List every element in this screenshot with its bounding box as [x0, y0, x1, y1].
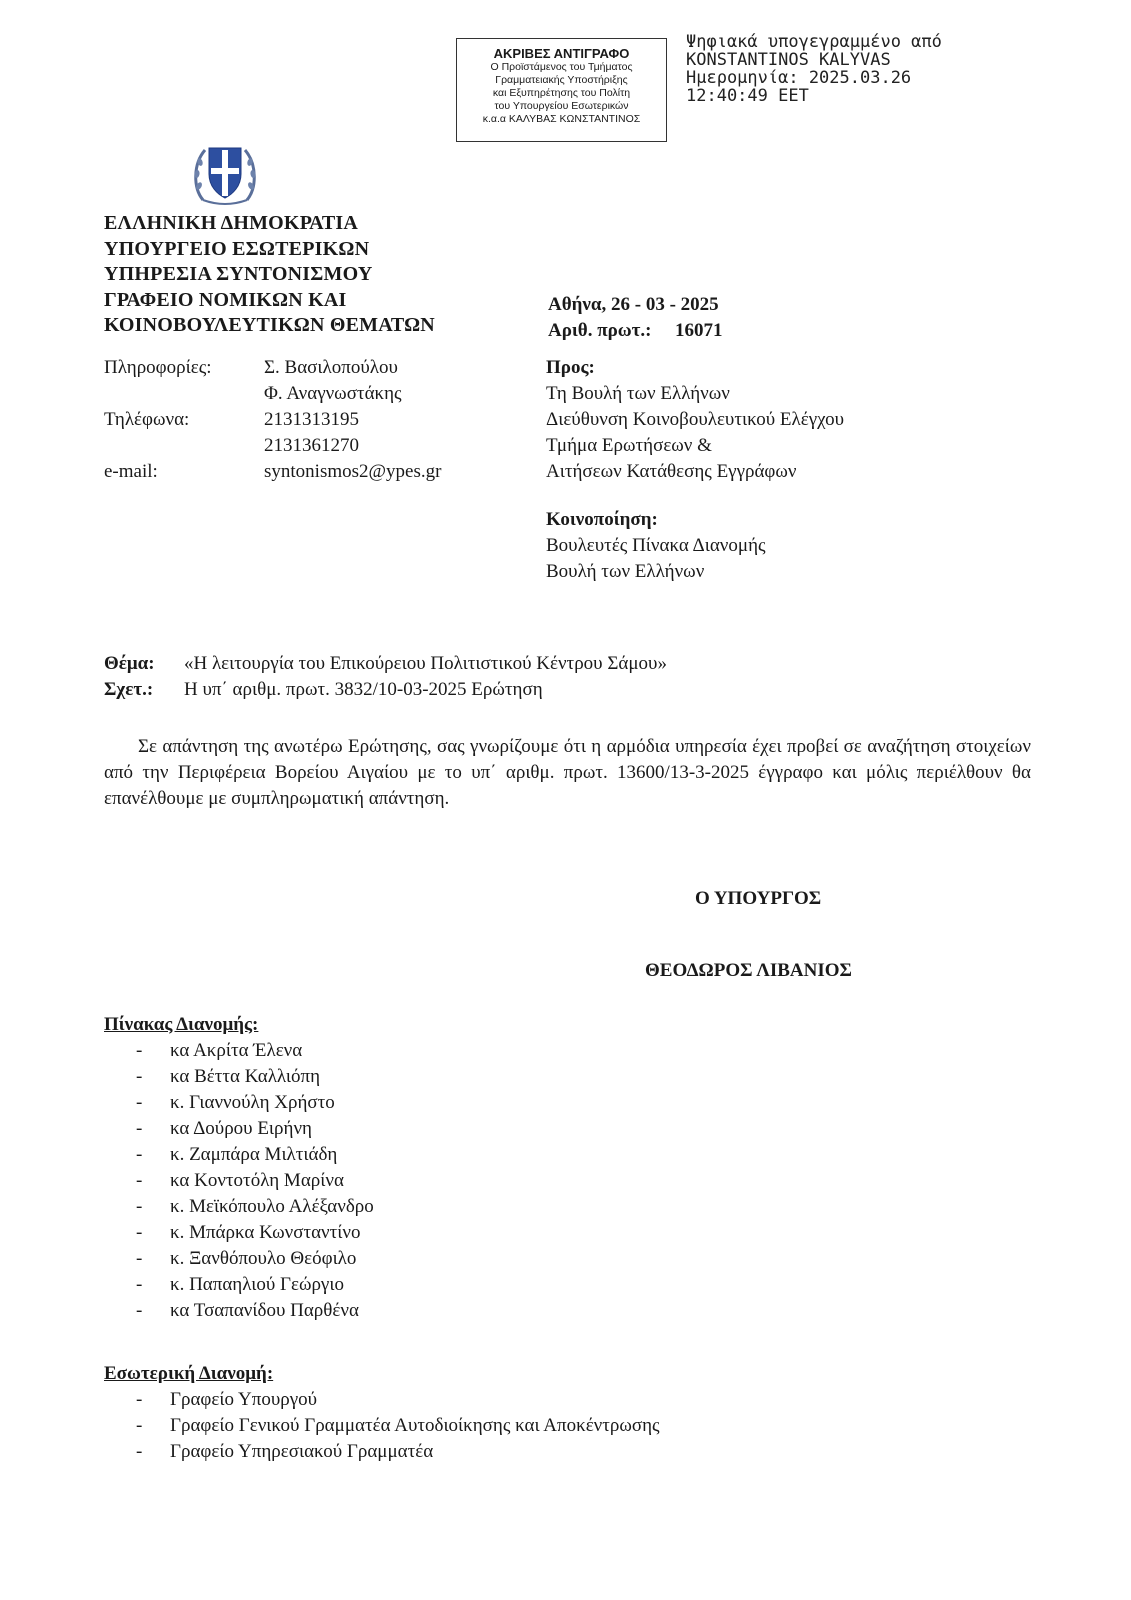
signature-line: KONSTANTINOS KALYVAS [686, 50, 891, 70]
date-line: Αθήνα, 26 - 03 - 2025 [548, 294, 719, 315]
header-line: ΥΠΟΥΡΓΕΙΟ ΕΣΩΤΕΡΙΚΩΝ [104, 237, 370, 260]
list-item: - κ. Ξανθόπουλο Θεόφιλο [136, 1248, 357, 1269]
email-address: syntonismos2@ypes.gr [264, 461, 442, 482]
date-protocol-block [548, 292, 723, 344]
cc-line: Βουλή των Ελλήνων [546, 561, 705, 582]
stamp-line: Γραμματειακής Υποστήριξης [495, 74, 628, 86]
ministry-header [104, 211, 435, 339]
reference-label: Σχετ.: [104, 679, 154, 700]
internal-distribution-label: Εσωτερική Διανομή: [104, 1363, 274, 1384]
recipient-label: Προς: [546, 357, 595, 378]
certified-copy-stamp [456, 38, 667, 142]
stamp-line: και Εξυπηρέτησης του Πολίτη [492, 87, 631, 99]
reference-text: Η υπ΄ αριθμ. πρωτ. 3832/10-03-2025 Ερώτηση [184, 679, 543, 700]
recipient-line: Τμήμα Ερωτήσεων & [546, 435, 712, 456]
digital-signature-block [686, 33, 942, 105]
list-item: - κ. Παπαηλιού Γεώργιο [136, 1274, 344, 1295]
list-item: - κα Δούρου Ειρήνη [136, 1118, 312, 1139]
contact-info [104, 355, 441, 485]
stamp-line: κ.α.α ΚΑΛΥΒΑΣ ΚΩΝΣΤΑΝΤΙΝΟΣ [482, 113, 641, 125]
subject-block [104, 651, 667, 703]
list-item: - κα Τσαπανίδου Παρθένα [136, 1300, 359, 1321]
stamp-line: Ο Προϊστάμενος του Τμήματος [490, 61, 633, 73]
header-line: ΚΟΙΝΟΒΟΥΛΕΥΤΙΚΩΝ ΘΕΜΑΤΩΝ [104, 314, 435, 336]
header-line: ΕΛΛΗΝΙΚΗ ΔΗΜΟΚΡΑΤΙΑ [104, 212, 359, 234]
internal-distribution-list [104, 1361, 660, 1465]
cc-block [546, 507, 766, 585]
list-item: - Γραφείο Γενικού Γραμματέα Αυτοδιοίκησης και Αποκέντρωσης [136, 1415, 660, 1436]
protocol-number: 16071 [675, 320, 723, 341]
list-item: - Γραφείο Υπηρεσιακού Γραμματέα [136, 1441, 434, 1462]
list-item: - κα Βέττα Καλλιόπη [136, 1066, 321, 1087]
phone-label: Τηλέφωνα: [104, 409, 190, 430]
cc-label: Κοινοποίηση: [546, 509, 658, 530]
phone-number: 2131361270 [264, 435, 359, 456]
protocol-line [548, 318, 723, 344]
cc-line: Βουλευτές Πίνακα Διανομής [546, 535, 766, 556]
greek-emblem-icon [189, 140, 261, 208]
recipient-line: Αιτήσεων Κατάθεσης Εγγράφων [546, 461, 797, 482]
signature-line: Ημερομηνία: 2025.03.26 [686, 68, 912, 88]
info-name: Φ. Αναγνωστάκης [264, 383, 402, 404]
letter-body: Σε απάντηση της ανωτέρω Ερώτησης, σας γνωρίζουμε ότι η αρμόδια υπηρεσία έχει προβεί σε αναζήτηση στοιχείων από την Περιφέρεια Βορείου Αιγαίου με το υπ΄ αριθμ. πρωτ. 13600/13-3-2025 έγγραφο και μόλις περιέλθουν θα επανέλθουμε με συμπληρωματική απάντηση. [104, 736, 1031, 809]
list-item: - κα Κοντοτόλη Μαρίνα [136, 1170, 344, 1191]
stamp-title: ΑΚΡΙΒΕΣ ΑΝΤΙΓΡΑΦΟ [493, 46, 630, 61]
recipient-line: Διεύθυνση Κοινοβουλευτικού Ελέγχου [546, 409, 845, 430]
signature-line: 12:40:49 EET [686, 86, 809, 106]
minister-name: ΘΕΟΔΩΡΟΣ ΛΙΒΑΝΙΟΣ [645, 960, 852, 981]
protocol-label: Αριθ. πρωτ.: [548, 320, 652, 341]
signature-line: Ψηφιακά υπογεγραμμένο από [686, 32, 942, 52]
list-item: - Γραφείο Υπουργού [136, 1389, 318, 1410]
list-item: - κ. Ζαμπάρα Μιλτιάδη [136, 1144, 338, 1165]
header-line: ΓΡΑΦΕΙΟ ΝΟΜΙΚΩΝ ΚΑΙ [104, 288, 347, 311]
list-item: - κ. Γιαννούλη Χρήστο [136, 1092, 335, 1113]
subject-label: Θέμα: [104, 653, 155, 674]
recipient-line: Τη Βουλή των Ελλήνων [546, 383, 730, 404]
email-label: e-mail: [104, 461, 158, 482]
list-item: - κ. Μπάρκα Κωνσταντίνο [136, 1222, 361, 1243]
info-label: Πληροφορίες: [104, 357, 212, 378]
phone-number: 2131313195 [264, 409, 359, 430]
subject-text: «Η λειτουργία του Επικούρειου Πολιτιστικού Κέντρου Σάμου» [184, 653, 667, 674]
info-name: Σ. Βασιλοπούλου [264, 357, 398, 378]
recipient-block [546, 355, 844, 485]
header-line: ΥΠΗΡΕΣΙΑ ΣΥΝΤΟΝΙΣΜΟΥ [104, 263, 373, 285]
stamp-line: του Υπουργείου Εσωτερικών [494, 100, 629, 112]
distribution-label: Πίνακας Διανομής: [104, 1014, 259, 1035]
list-item: - κα Ακρίτα Έλενα [136, 1040, 303, 1061]
list-item: - κ. Μεϊκόπουλο Αλέξανδρο [136, 1196, 374, 1217]
minister-title: Ο ΥΠΟΥΡΓΟΣ [695, 888, 822, 909]
distribution-list [104, 1012, 374, 1324]
